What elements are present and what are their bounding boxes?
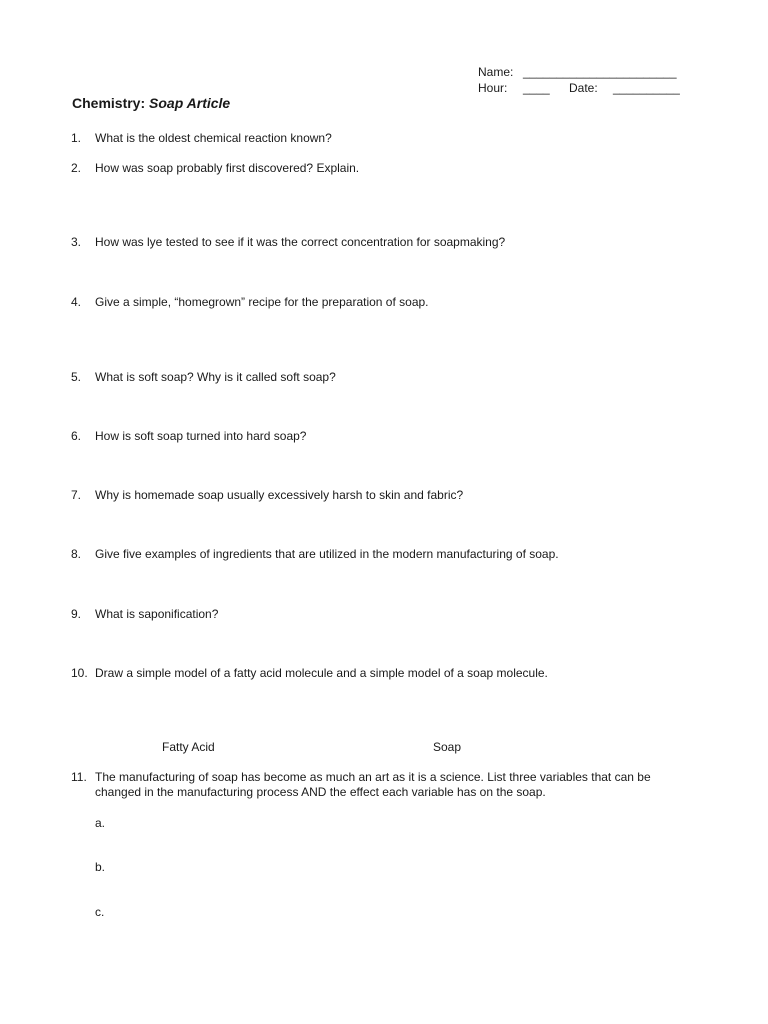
name-blank[interactable]: _______________________ [523,65,677,79]
page-title [72,95,230,111]
question-text: Why is homemade soap usually excessively harsh to skin and fabric? [95,488,464,502]
soap-label: Soap [433,740,462,754]
question-number: 11. [71,770,87,784]
question-text: What is the oldest chemical reaction known? [95,131,332,145]
question-number: 3. [71,235,82,249]
question-number: 1. [71,131,82,145]
question-number: 5. [71,370,82,384]
question-text: Give five examples of ingredients that are utilized in the modern manufacturing of soap. [95,547,559,561]
question-text: Draw a simple model of a fatty acid molecule and a simple model of a soap molecule. [95,666,548,680]
question-number: 8. [71,547,82,561]
title-topic: Soap Article [149,95,231,111]
question-text: What is soft soap? Why is it called soft soap? [95,370,336,384]
question-number: 4. [71,295,82,309]
question-text: How is soft soap turned into hard soap? [95,429,307,443]
question-text: What is saponification? [95,607,219,621]
hour-blank[interactable]: ____ [523,81,550,95]
question-text: How was lye tested to see if it was the correct concentration for soapmaking? [95,235,506,249]
name-label: Name: [478,65,514,79]
question-text: Give a simple, “homegrown” recipe for the preparation of soap. [95,295,429,309]
date-label: Date: [569,81,598,95]
title-subject: Chemistry: [72,95,146,111]
date-blank[interactable]: __________ [613,81,680,95]
question-text: How was soap probably first discovered? Explain. [95,161,360,175]
question-text: The manufacturing of soap has become as much an art as it is a science. List three variables that can be changed in the manufacturing process AND the effect each variable has on the soap. [95,770,651,799]
question-number: 6. [71,429,82,443]
question-number: 2. [71,161,82,175]
question-number: 7. [71,488,82,502]
sub-item-b: b. [95,860,106,874]
sub-item-a: a. [95,816,106,830]
hour-label: Hour: [478,81,508,95]
fatty-acid-label: Fatty Acid [162,740,215,754]
question-number: 10. [71,666,88,680]
sub-item-c: c. [95,905,105,919]
question-number: 9. [71,607,82,621]
